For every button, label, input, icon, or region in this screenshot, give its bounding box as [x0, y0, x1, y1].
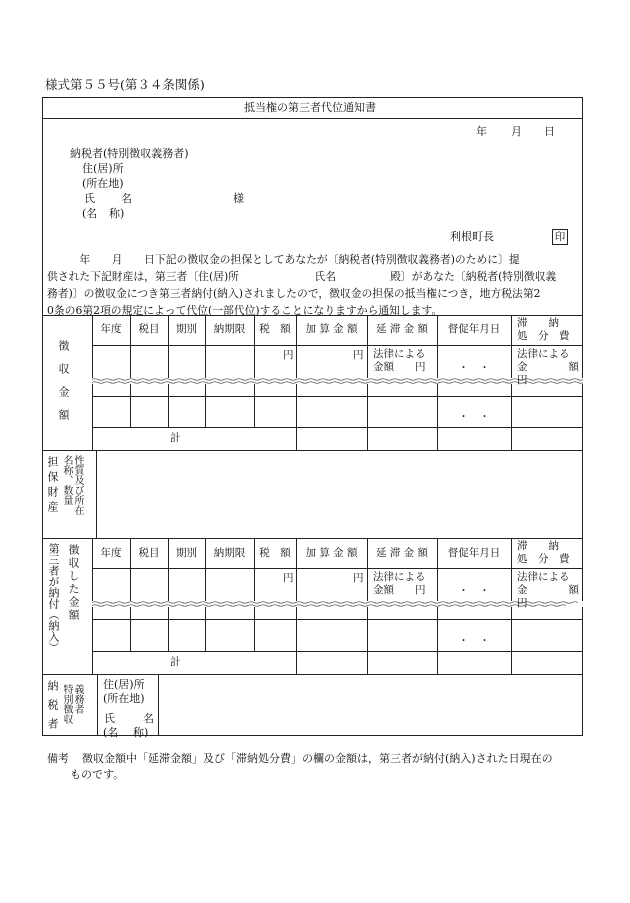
header-tax-amount: 税 額	[259, 547, 291, 559]
section4-label: 納税者	[46, 680, 59, 737]
date-dots: ・ ・	[458, 635, 490, 647]
section2-label: 担保財産	[46, 456, 59, 516]
section1-bottom-line	[42, 450, 583, 451]
issuer-name: 利根町長	[450, 230, 494, 243]
recipient-entity-label: (名	[82, 207, 98, 220]
total-label: 計	[170, 432, 181, 444]
header-due-date: 納期限	[213, 547, 246, 559]
header-disposal-cost: 滞 納 処 分 費	[517, 317, 570, 342]
section4-divider	[97, 674, 98, 736]
section3-header-line	[92, 568, 583, 569]
section4-divider-2	[158, 674, 159, 736]
note-label: 備考	[47, 752, 69, 765]
section2-divider	[96, 450, 97, 538]
recipient-address-label: 住(居)所	[82, 162, 124, 175]
section3-label: 第三者が納付（納入）	[47, 543, 60, 653]
note-text-line-2: ものです。	[70, 768, 125, 781]
notice-line-1: 年 月 日下記の徴収金の担保としてあなたが〔納税者(特別徴収義務者)のために〕提	[47, 253, 520, 266]
header-demand-date: 督促年月日	[447, 547, 501, 559]
header-delinquency: 延 滞 金 額	[375, 547, 428, 559]
note-text-line-1: 徴収金額中「延滞金額」及び「滞納処分費」の欄の金額は，第三者が納付(納入)された日現在の	[82, 752, 553, 765]
section3-bottom-line	[42, 674, 583, 675]
date-dots: ・ ・	[458, 362, 490, 374]
wavy-break	[92, 378, 583, 384]
header-delinquency: 延 滞 金 額	[375, 323, 428, 335]
recipient-heading: 納税者(特別徴収義務者)	[70, 147, 189, 160]
yen-penalty: 円	[353, 572, 364, 584]
legal-amount-disposal: 法律による 金額 円	[517, 571, 611, 609]
date-day: 日	[544, 125, 555, 138]
section1-top-line	[42, 315, 583, 316]
header-period: 期別	[176, 547, 197, 559]
header-tax-item: 税目	[138, 547, 160, 559]
section1-row2-line	[92, 396, 583, 397]
date-month: 月	[511, 125, 522, 138]
taxpayer-entity-label-2: 称)	[133, 726, 149, 739]
yen-penalty: 円	[353, 349, 364, 361]
section3-row3-line	[92, 651, 583, 652]
legal-amount-delinquency: 法律による 金額 円	[373, 571, 426, 596]
header-fiscal-year: 年度	[100, 547, 122, 559]
notice-line-2: 供された下記財産は，第三者〔住(居)所 氏名 殿〕があなた〔納税者(特別徴収義	[47, 270, 557, 283]
yen-tax: 円	[283, 572, 294, 584]
notice-line-3: 務者)〕の徴収金につき第三者納付(納入)されましたので，徴収金の担保の抵当権につき，地方税法第2	[47, 287, 541, 300]
taxpayer-name-label-2: 名	[143, 712, 154, 725]
recipient-name-label-2: 名	[121, 192, 132, 205]
section4-sub: 特別徴収	[61, 684, 72, 724]
notice-paragraph	[47, 251, 581, 319]
date-year: 年	[476, 125, 487, 138]
recipient-honorific: 様	[233, 192, 244, 205]
taxpayer-address-label: 住(居)所	[103, 678, 145, 691]
recipient-name-label: 氏	[84, 192, 95, 205]
date-dots: ・ ・	[458, 585, 490, 597]
header-penalty: 加 算 金 額	[305, 323, 358, 335]
header-period: 期別	[176, 323, 197, 335]
section1-header-line	[92, 345, 583, 346]
title-divider	[42, 118, 583, 119]
yen-tax: 円	[283, 349, 294, 361]
seal-mark: 印	[552, 229, 568, 245]
section2-sub: 性質及び所在	[72, 455, 83, 515]
header-fiscal-year: 年度	[100, 323, 122, 335]
section3-sub: 徴収した金額	[67, 544, 80, 622]
header-tax-item: 税目	[138, 323, 160, 335]
taxpayer-location-label: (所在地)	[103, 692, 145, 705]
section2-sub2: 名称、数量	[61, 455, 72, 505]
header-demand-date: 督促年月日	[447, 323, 501, 335]
taxpayer-name-label: 氏	[104, 712, 115, 725]
legal-amount-disposal: 法律による 金額 円	[517, 348, 611, 386]
section3-row2-line	[92, 619, 583, 620]
header-tax-amount: 税 額	[259, 323, 291, 335]
header-due-date: 納期限	[213, 323, 246, 335]
form-title: 抵当権の第三者代位通知書	[244, 101, 376, 114]
taxpayer-entity-label: (名	[103, 726, 119, 739]
header-disposal-cost: 滞 納 処 分 費	[517, 540, 570, 565]
legal-amount-delinquency: 法律による 金額 円	[373, 348, 426, 373]
section4-sub2: 義務者	[72, 684, 83, 714]
section1-row3-line	[92, 427, 583, 428]
section1-label: 徴収金額	[57, 340, 70, 432]
recipient-location-label: (所在地)	[82, 177, 124, 190]
notice-line-4: 0条の6第2項の規定によって代位(一部代位)することになりますから通知します。	[47, 304, 443, 317]
section2-bottom-line	[42, 538, 583, 539]
total-label: 計	[170, 656, 181, 668]
header-penalty: 加 算 金 額	[305, 547, 358, 559]
recipient-entity-label-2: 称)	[109, 207, 125, 220]
date-dots: ・ ・	[458, 411, 490, 423]
wavy-break	[92, 601, 583, 607]
form-number: 様式第５５号(第３４条関係)	[45, 77, 205, 92]
